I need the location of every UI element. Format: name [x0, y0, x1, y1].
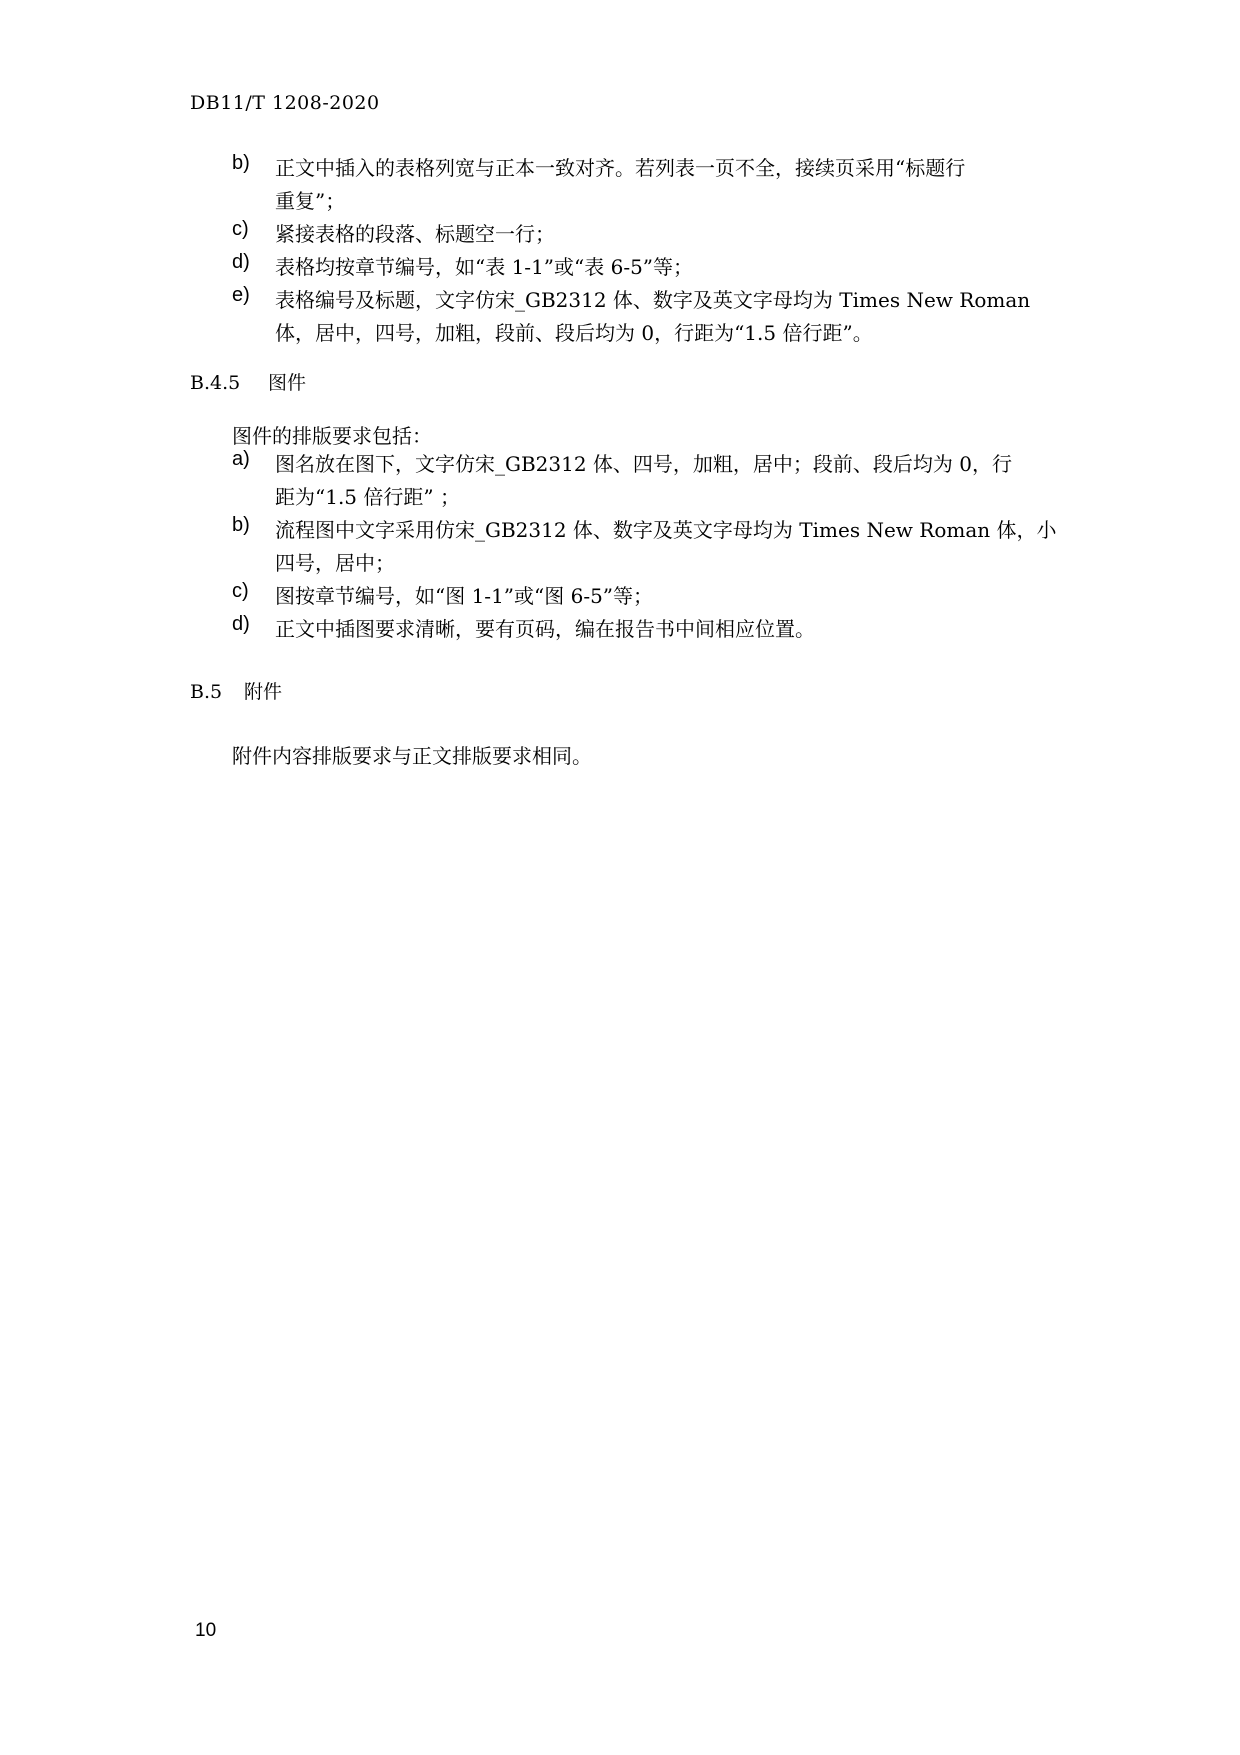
list-item-text: 距为“1.5 倍行距” ； [275, 485, 460, 509]
table-rules-list [0, 152, 1240, 350]
list-item-text: 正文中插图要求清晰，要有页码，编在报告书中间相应位置。 [275, 617, 815, 641]
list-item-text: 四号，居中； [275, 551, 395, 575]
list-item-text: 表格均按章节编号，如“表 1-1”或“表 6-5”等； [275, 255, 694, 279]
list-item-text: 紧接表格的段落、标题空一行； [275, 222, 555, 246]
list-item-text: 表格编号及标题，文字仿宋_GB2312 体、数字及英文字母均为 Times New Roman [275, 288, 1031, 312]
section-title: 图件 [268, 372, 307, 394]
list-marker: c) [232, 580, 249, 602]
list-item-text: 正文中插入的表格列宽与正本一致对齐。若列表一页不全，接续页采用“标题行 [275, 156, 966, 180]
list-marker: b) [232, 514, 250, 536]
list-item [0, 218, 1240, 251]
section-heading-b5 [190, 677, 282, 704]
list-item-text: 重复”； [275, 189, 346, 213]
section-title: 附件 [244, 681, 283, 703]
list-item [0, 448, 1240, 514]
list-item [0, 613, 1240, 646]
list-item [0, 284, 1240, 350]
list-item [0, 580, 1240, 613]
list-marker: b) [232, 152, 250, 174]
list-marker: d) [232, 251, 250, 273]
list-item [0, 251, 1240, 284]
list-item-text: 图名放在图下，文字仿宋_GB2312 体、四号，加粗，居中；段前、段后均为 0，行 [275, 452, 1013, 476]
list-item [0, 514, 1240, 580]
list-item-text: 流程图中文字采用仿宋_GB2312 体、数字及英文字母均为 Times New Roman 体，小 [275, 518, 1057, 542]
list-item [0, 152, 1240, 218]
list-item-text: 体，居中，四号，加粗，段前、段后均为 0，行距为“1.5 倍行距”。 [275, 321, 873, 345]
list-marker: e) [232, 284, 250, 306]
section-heading-b45 [190, 368, 306, 395]
list-item-text: 图按章节编号，如“图 1-1”或“图 6-5”等； [275, 584, 654, 608]
section-number: B.5 [190, 681, 223, 703]
section-intro: 图件的排版要求包括： [232, 424, 432, 448]
figure-rules-list [0, 448, 1240, 646]
page-number: 10 [195, 1620, 217, 1641]
section-paragraph: 附件内容排版要求与正文排版要求相同。 [232, 744, 592, 768]
list-marker: d) [232, 613, 250, 635]
document-code: DB11/T 1208-2020 [190, 92, 380, 114]
section-number: B.4.5 [190, 372, 241, 394]
list-marker: a) [232, 448, 250, 470]
list-marker: c) [232, 218, 249, 240]
